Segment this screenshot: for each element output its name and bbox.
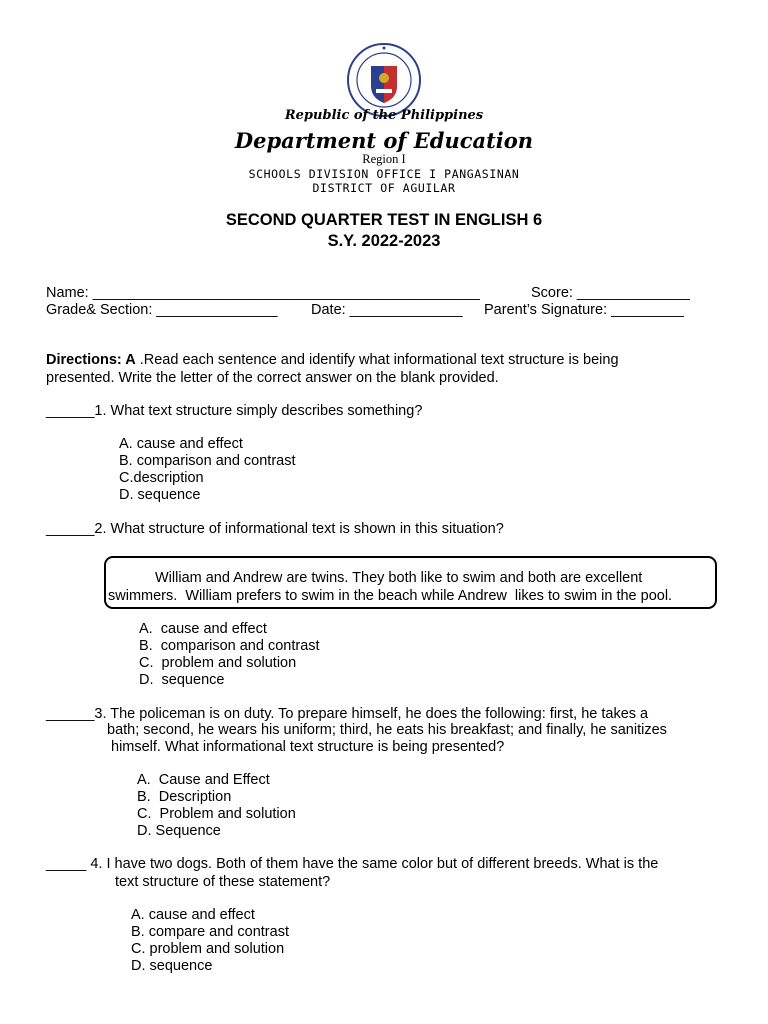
question-3-choice-c: C. Problem and solution (137, 806, 296, 822)
test-title: SECOND QUARTER TEST IN ENGLISH 6 (225, 211, 543, 229)
district-line: DISTRICT OF AGUILAR (312, 181, 456, 195)
question-3-stem-1: ______3. The policeman is on duty. To prepare himself, he does the following: first, he takes a (46, 706, 649, 722)
directions-label: Directions: A (46, 352, 136, 368)
directions-text-1: .Read each sentence and identify what informational text structure is being (135, 352, 619, 368)
question-4-stem-1: _____ 4. I have two dogs. Both of them have the same color but of different breeds. What is the (46, 856, 659, 872)
department-title: Department of Education (234, 128, 534, 153)
question-1-stem: ______1. What text structure simply describes something? (46, 403, 423, 419)
question-2-stem: ______2. What structure of informational text is shown in this situation? (46, 521, 504, 537)
question-2-choice-c: C. problem and solution (139, 655, 297, 671)
situation-text-2: swimmers. William prefers to swim in the beach while Andrew likes to swim in the pool. (108, 588, 673, 604)
parent-signature-field: Parent’s Signature: _________ (484, 302, 684, 318)
question-4-choice-d: D. sequence (131, 958, 213, 974)
question-3-choice-b: B. Description (137, 789, 232, 805)
score-field: Score: ______________ (531, 285, 690, 301)
directions-text-2: presented. Write the letter of the correct answer on the blank provided. (46, 370, 499, 386)
question-4-choice-a: A. cause and effect (131, 907, 255, 923)
question-4-stem-2: text structure of these statement? (115, 874, 331, 890)
question-2-choice-a: A. cause and effect (139, 621, 267, 637)
question-2-choice-b: B. comparison and contrast (139, 638, 320, 654)
question-3-choice-d: D. Sequence (137, 823, 221, 839)
question-1-choice-d: D. sequence (119, 487, 201, 503)
question-4-choice-c: C. problem and solution (131, 941, 285, 957)
situation-text-1: William and Andrew are twins. They both like to swim and both are excellent (155, 570, 643, 586)
region-line: Region I (362, 152, 406, 166)
school-year: S.Y. 2022-2023 (327, 232, 441, 250)
question-3-choice-a: A. Cause and Effect (137, 772, 270, 788)
question-3-stem-3: himself. What informational text structure is being presented? (111, 739, 505, 755)
grade-section-field: Grade& Section: _______________ (46, 302, 278, 318)
republic-line: Republic of the Philippines (284, 108, 484, 123)
name-field: Name: ________________________________________________ (46, 285, 480, 301)
date-field: Date: ______________ (311, 302, 463, 318)
question-2-choice-d: D. sequence (139, 672, 225, 688)
question-4-choice-b: B. compare and contrast (131, 924, 289, 940)
directions-line-1 (46, 352, 619, 369)
question-1-choice-a: A. cause and effect (119, 436, 243, 452)
question-1-choice-c: C.description (119, 470, 204, 486)
question-3-stem-2: bath; second, he wears his uniform; third, he eats his breakfast; and finally, he sanitizes (107, 722, 667, 738)
question-1-choice-b: B. comparison and contrast (119, 453, 296, 469)
deped-seal-logo (346, 42, 422, 118)
division-line: SCHOOLS DIVISION OFFICE I PANGASINAN (248, 167, 520, 181)
